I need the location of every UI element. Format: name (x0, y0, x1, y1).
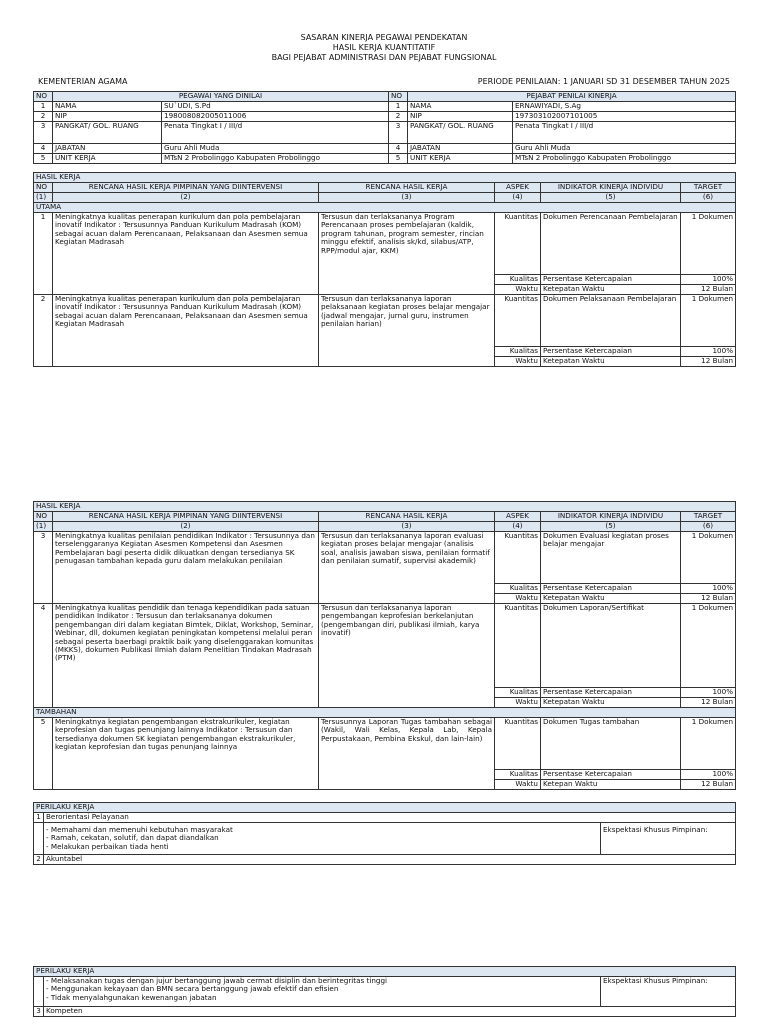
row-label: JABATAN (53, 144, 162, 154)
col-no: NO (389, 92, 408, 102)
row-no: 4 (389, 144, 408, 154)
col-number: (6) (681, 193, 736, 203)
aspek-cell: Kuantitas (495, 295, 541, 347)
pegawai-nama: SU`UDI, S.Pd (162, 102, 389, 112)
item-no: 4 (34, 604, 53, 708)
col-number: (1) (34, 522, 53, 532)
perilaku-row (34, 813, 736, 823)
indikator-cell: Persentase Ketercapaian (541, 347, 681, 357)
section-title: UTAMA (34, 203, 736, 213)
section-title: PERILAKU KERJA (34, 967, 736, 977)
perilaku-no: 3 (34, 1007, 44, 1017)
target-cell: 12 Bulan (681, 698, 736, 708)
row-no: 4 (34, 144, 53, 154)
col-no: NO (34, 92, 53, 102)
target-cell: 1 Dokumen (681, 718, 736, 770)
rencana-cell: Tersusun dan terlaksananya laporan pelaksanaan kegiatan proses belajar mengajar (jadwal mengajar, jurnal guru, instrumen penilaian harian) (319, 295, 495, 367)
item-no: 5 (34, 718, 53, 790)
item-no: 2 (34, 295, 53, 367)
col-rencana-pimpinan: RENCANA HASIL KERJA PIMPINAN YANG DIINTERVENSI (53, 183, 319, 193)
perilaku-detail-row (34, 823, 736, 855)
hasil-kerja-header-row (34, 512, 736, 522)
section-title: PERILAKU KERJA (34, 803, 736, 813)
col-number: (3) (319, 522, 495, 532)
aspek-cell: Kualitas (495, 347, 541, 357)
target-cell: 12 Bulan (681, 285, 736, 295)
row-label: NAMA (53, 102, 162, 112)
pejabat-unit-kerja: MTsN 2 Probolinggo Kabupaten Probolinggo (513, 154, 736, 164)
target-cell: 1 Dokumen (681, 295, 736, 347)
col-target: TARGET (681, 183, 736, 193)
pegawai-jabatan: Guru Ahli Muda (162, 144, 389, 154)
target-cell: 1 Dokumen (681, 213, 736, 275)
col-rencana: RENCANA HASIL KERJA (319, 512, 495, 522)
rencana-cell: Tersusun dan terlaksananya Program Perencanaan proses pembelajaran (kaldik, program tahunan, program semester, rincian minggu efektif, analisis sk/kd, silabus/ATP, RPP/modul ajar, KKM) (319, 213, 495, 295)
perilaku-line: - Menggunakan kekayaan dan BMN secara bertanggung jawab efektif dan efisien (46, 984, 339, 994)
indikator-cell: Persentase Ketercapaian (541, 770, 681, 780)
col-rencana-pimpinan: RENCANA HASIL KERJA PIMPINAN YANG DIINTERVENSI (53, 512, 319, 522)
row-label: NIP (408, 112, 513, 122)
indikator-cell: Dokumen Evaluasi kegiatan proses belajar mengajar (541, 532, 681, 584)
col-number: (2) (53, 193, 319, 203)
col-indikator: INDIKATOR KINERJA INDIVIDU (541, 183, 681, 193)
row-no: 5 (389, 154, 408, 164)
perilaku-line: - Melaksanakan tugas dengan jujur bertanggung jawab cermat disiplin dan berintegritas tinggi (46, 976, 388, 985)
identity-row (34, 122, 736, 144)
col-no: NO (34, 512, 53, 522)
pejabat-nip: 197303102007101005 (513, 112, 736, 122)
item-no: 3 (34, 532, 53, 604)
hasil-kerja-header-row (34, 183, 736, 193)
aspek-cell: Kuantitas (495, 532, 541, 584)
section-hasil-kerja (34, 502, 736, 512)
identity-row (34, 154, 736, 164)
col-target: TARGET (681, 512, 736, 522)
aspek-cell: Waktu (495, 780, 541, 790)
perilaku-no: 1 (34, 813, 44, 823)
row-no: 3 (34, 122, 53, 144)
aspek-cell: Kualitas (495, 584, 541, 594)
col-number: (3) (319, 193, 495, 203)
perilaku-line: - Ramah, cekatan, solutif, dan dapat diandalkan (46, 833, 219, 843)
section-title: HASIL KERJA (34, 502, 736, 512)
row-label: NAMA (408, 102, 513, 112)
rencana-cell: Tersusun dan terlaksananya laporan pengembangan keprofesian berkelanjutan (pengembangan diri, publikasi ilmiah, karya inovatif) (319, 604, 495, 708)
target-cell: 100% (681, 584, 736, 594)
row-no: 3 (389, 122, 408, 144)
perilaku-title: Kompeten (44, 1007, 736, 1017)
row-label: PANGKAT/ GOL. RUANG (408, 122, 513, 144)
aspek-cell: Kualitas (495, 275, 541, 285)
col-aspek: ASPEK (495, 183, 541, 193)
row-no: 1 (389, 102, 408, 112)
indikator-cell: Persentase Ketercapaian (541, 275, 681, 285)
hasil-kerja-table-page2 (33, 501, 736, 790)
col-number: (6) (681, 522, 736, 532)
aspek-cell: Waktu (495, 698, 541, 708)
item-no: 1 (34, 213, 53, 295)
aspek-cell: Kualitas (495, 770, 541, 780)
table-row (34, 295, 736, 347)
target-cell: 100% (681, 347, 736, 357)
indikator-cell: Persentase Ketercapaian (541, 584, 681, 594)
row-label: UNIT KERJA (53, 154, 162, 164)
indikator-cell: Dokumen Laporan/Sertifikat (541, 604, 681, 688)
identity-row (34, 144, 736, 154)
aspek-cell: Waktu (495, 285, 541, 295)
identity-row (34, 102, 736, 112)
col-rencana: RENCANA HASIL KERJA (319, 183, 495, 193)
perilaku-row (34, 1007, 736, 1017)
section-title: HASIL KERJA (34, 173, 736, 183)
col-indikator: INDIKATOR KINERJA INDIVIDU (541, 512, 681, 522)
section-perilaku-kerja (34, 967, 736, 977)
row-label: UNIT KERJA (408, 154, 513, 164)
row-no: 1 (34, 102, 53, 112)
ekspektasi-label: Ekspektasi Khusus Pimpinan: (601, 823, 736, 855)
target-cell: 12 Bulan (681, 357, 736, 367)
pejabat-title: PEJABAT PENILAI KINERJA (408, 92, 736, 102)
perilaku-title: Berorientasi Pelayanan (44, 813, 736, 823)
target-cell: 100% (681, 688, 736, 698)
target-cell: 12 Bulan (681, 594, 736, 604)
col-number: (4) (495, 522, 541, 532)
perilaku-no: 2 (34, 855, 44, 865)
instansi-label: KEMENTERIAN AGAMA (38, 77, 128, 86)
indikator-cell: Ketepatan Waktu (541, 698, 681, 708)
perilaku-line: - Memahami dan memenuhi kebutuhan masyarakat (46, 825, 233, 834)
row-no: 2 (389, 112, 408, 122)
pejabat-nama: ERNAWIYADI, S.Ag (513, 102, 736, 112)
skp-table-page1 (33, 91, 736, 164)
col-no: NO (34, 183, 53, 193)
table-row (34, 604, 736, 688)
perilaku-kerja-table-page2 (33, 802, 736, 865)
indikator-cell: Ketepatan Waktu (541, 594, 681, 604)
rencana-pimpinan-cell: Meningkatnya kualitas pendidik dan tenaga kependidikan pada satuan pendidikan Indikator : Tersusun dan terlaksananya dokumen pengembangan diri dalam kegiatan Bimtek, Diklat, Workshop, Seminar, Webinar, dll, dokumen kegiatan peningkatan kompetensi melalui peran sebagai peserta baerbagi praktik baik yang diselenggarakan komunitas (MKKS), dokumen Publikasi Ilmiah dalam Penelitian Tindakan Madrasah (PTM) (53, 604, 319, 708)
rencana-cell: Tersusunnya Laporan Tugas tambahan sebagai (Wakil, Wali Kelas, Kepala Lab, Kepala Perpustakaan, Pembina Ekskul, dan lain-lain) (319, 718, 495, 790)
row-label: NIP (53, 112, 162, 122)
aspek-cell: Kuantitas (495, 718, 541, 770)
rencana-pimpinan-cell: Meningkatnya kualitas penilaian pendidikan Indikator : Tersusunnya dan terselenggaranya Kegiatan Asesmen Kompetensi dan Asesmen Pembelajaran bagi peserta didik dikuatkan dengan tersedianya SK penugasan tambahan kepada guru dalam melakukan penilaian (53, 532, 319, 604)
rencana-pimpinan-cell: Meningkatnya kualitas penerapan kurikulum dan pola pembelajaran inovatif Indikator : Tersusunnya Panduan Kurikulum Madrasah (KOM) sebagai acuan dalam Perencanaan, Pelaksanaan dan Asesmen semua Kegiatan Madrasah (53, 295, 319, 367)
indikator-cell: Ketepatan Waktu (541, 285, 681, 295)
section-perilaku-kerja (34, 803, 736, 813)
row-no: 2 (34, 112, 53, 122)
document-title-line1: SASARAN KINERJA PEGAWAI PENDEKATAN (300, 33, 468, 42)
perilaku-line: - Tidak menyalahgunakan kewenangan jabatan (46, 992, 217, 1002)
target-cell: 100% (681, 275, 736, 285)
row-label: PANGKAT/ GOL. RUANG (53, 122, 162, 144)
rencana-cell: Tersusun dan terlaksananya laporan evaluasi kegiatan proses belajar mengajar (analisis soal, analisis jawaban siswa, penilaian formatif dan penilaian sumatif, supervisi akademik) (319, 532, 495, 604)
rencana-pimpinan-cell: Meningkatnya kualitas penerapan kurikulum dan pola pembelajaran inovatif Indikator : Tersusunnya Panduan Kurikulum Madrasah (KOM) sebagai acuan dalam Perencanaan, Pelaksanaan dan Asesmen semua Kegiatan Madrasah (53, 213, 319, 295)
indikator-cell: Dokumen Pelaksanaan Pembelajaran (541, 295, 681, 347)
row-label: JABATAN (408, 144, 513, 154)
col-number: (5) (541, 193, 681, 203)
pegawai-nip: 198008082005011006 (162, 112, 389, 122)
col-number: (2) (53, 522, 319, 532)
indikator-cell: Ketepatan Waktu (541, 357, 681, 367)
table-row (34, 213, 736, 275)
col-aspek: ASPEK (495, 512, 541, 522)
aspek-cell: Kuantitas (495, 604, 541, 688)
identity-header-row (34, 92, 736, 102)
col-number: (5) (541, 522, 681, 532)
indikator-cell: Ketepan Waktu (541, 780, 681, 790)
section-tambahan (34, 708, 736, 718)
perilaku-title: Akuntabel (44, 855, 736, 865)
pegawai-unit-kerja: MTsN 2 Probolinggo Kabupaten Probolinggo (162, 154, 389, 164)
aspek-cell: Kualitas (495, 688, 541, 698)
target-cell: 1 Dokumen (681, 532, 736, 584)
perilaku-detail-row (34, 977, 736, 1007)
pejabat-jabatan: Guru Ahli Muda (513, 144, 736, 154)
section-utama (34, 203, 736, 213)
target-cell: 1 Dokumen (681, 604, 736, 688)
rencana-pimpinan-cell: Meningkatnya kegiatan pengembangan ekstrakurikuler, kegiatan keprofesian dan tugas penunjang lainnya Indikator : Tersusun dan tersedianya dokumen SK kegiatan pengembangan ekstrakurikuler, kegiatan keprofesian dan tugas penunjang lainnya (53, 718, 319, 790)
perilaku-line: - Melakukan perbaikan tiada henti (46, 841, 169, 851)
perilaku-row (34, 855, 736, 865)
target-cell: 100% (681, 770, 736, 780)
table-row (34, 718, 736, 770)
table-row (34, 532, 736, 584)
document-title-line3: BAGI PEJABAT ADMINISTRASI DAN PEJABAT FUNGSIONAL (271, 53, 497, 62)
row-no: 5 (34, 154, 53, 164)
section-hasil-kerja (34, 173, 736, 183)
indikator-cell: Dokumen Tugas tambahan (541, 718, 681, 770)
pejabat-pangkat: Penata Tingkat I / III/d (513, 122, 736, 144)
column-number-row (34, 522, 736, 532)
pegawai-pangkat: Penata Tingkat I / III/d (162, 122, 389, 144)
aspek-cell: Kuantitas (495, 213, 541, 275)
col-number: (1) (34, 193, 53, 203)
document-title-line2: HASIL KERJA KUANTITATIF (332, 43, 436, 52)
section-title: TAMBAHAN (34, 708, 736, 718)
aspek-cell: Waktu (495, 594, 541, 604)
column-number-row (34, 193, 736, 203)
col-number: (4) (495, 193, 541, 203)
pegawai-title: PEGAWAI YANG DINILAI (53, 92, 389, 102)
ekspektasi-label: Ekspektasi Khusus Pimpinan: (601, 977, 736, 1007)
indikator-cell: Persentase Ketercapaian (541, 688, 681, 698)
periode-label: PERIODE PENILAIAN: 1 JANUARI SD 31 DESEMBER TAHUN 2025 (477, 77, 730, 86)
target-cell: 12 Bulan (681, 780, 736, 790)
hasil-kerja-table-page1 (33, 172, 736, 367)
aspek-cell: Waktu (495, 357, 541, 367)
identity-row (34, 112, 736, 122)
perilaku-kerja-table-page3 (33, 966, 736, 1017)
indikator-cell: Dokumen Perencanaan Pembelajaran (541, 213, 681, 275)
